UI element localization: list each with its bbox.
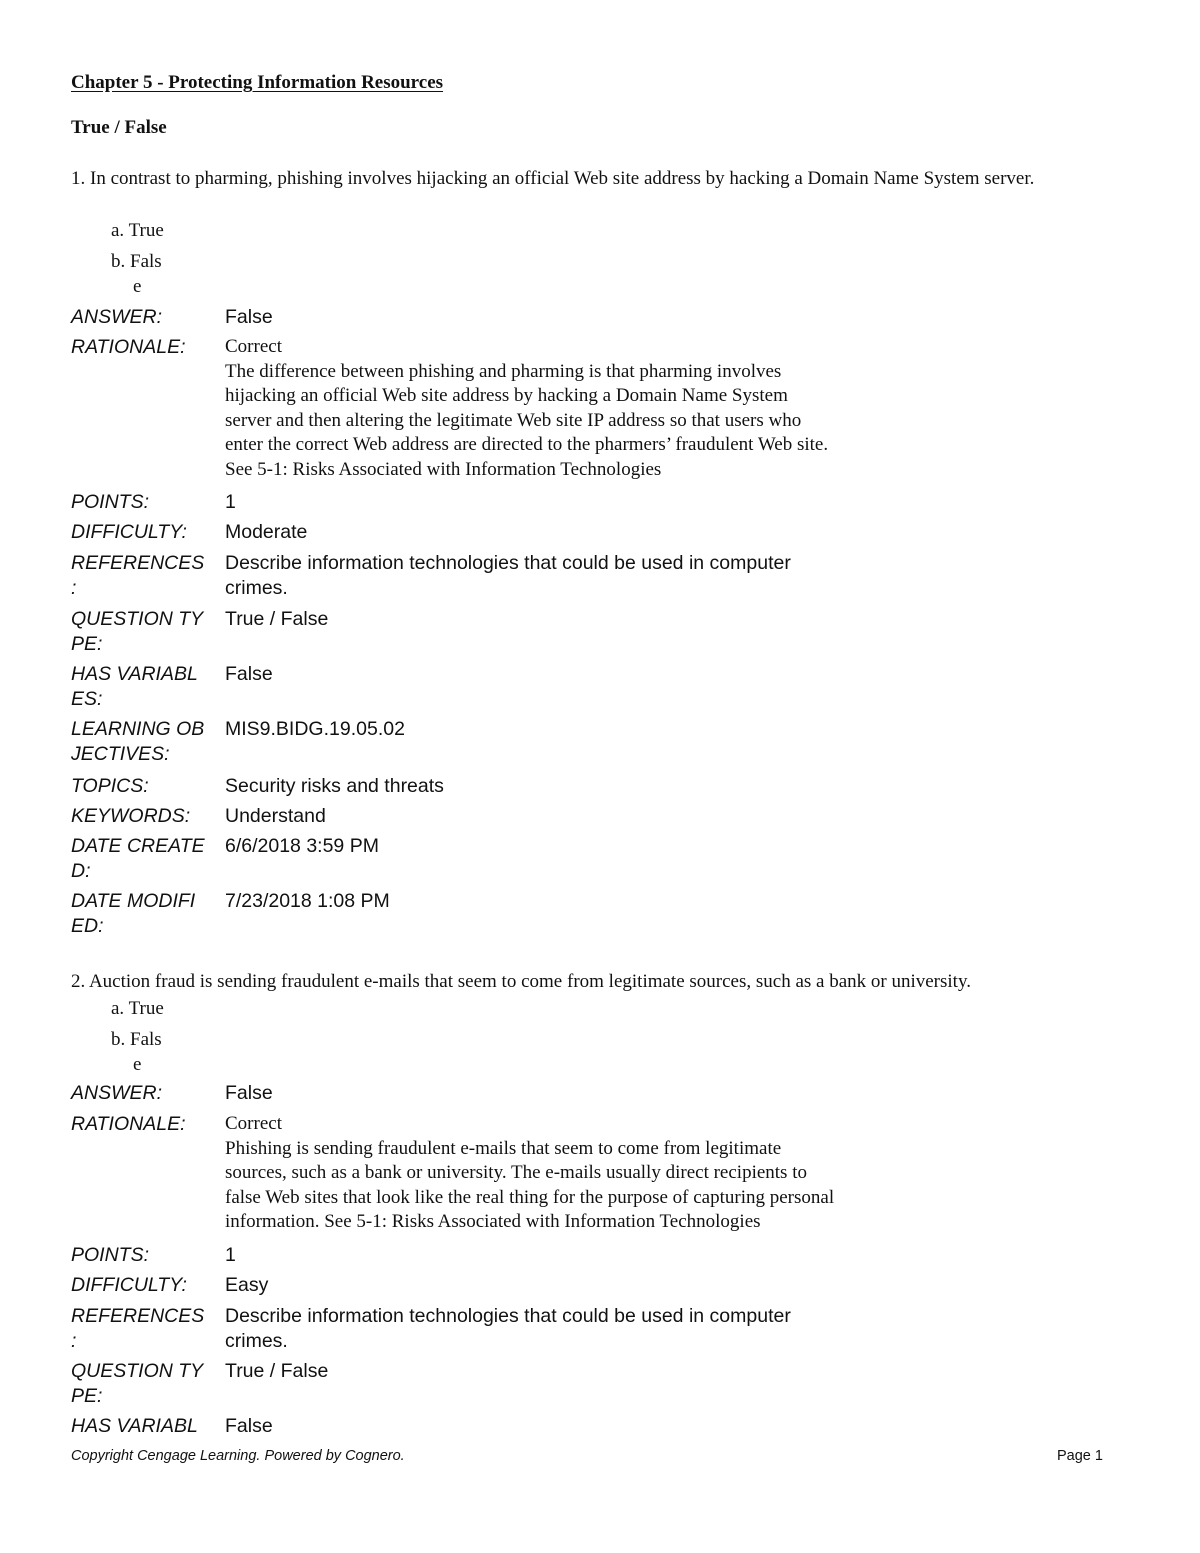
- learning-objectives-value: MIS9.BIDG.19.05.02: [225, 718, 405, 740]
- date-modified-label-wrap: ED:: [71, 915, 104, 937]
- question-text: 1. In contrast to pharming, phishing involves hijacking an official Web site address by hacking a Domain Name System server.: [71, 168, 1035, 189]
- rationale-line: enter the correct Web address are directed to the pharmers’ fraudulent Web site.: [225, 434, 829, 456]
- question-text: 2. Auction fraud is sending fraudulent e-mails that seem to come from legitimate sources, such as a bank or university.: [71, 971, 971, 992]
- rationale-line: server and then altering the legitimate Web site IP address so that users who: [225, 409, 802, 431]
- option-b: b. Fals: [111, 251, 162, 272]
- references-value-wrap: crimes.: [225, 1330, 288, 1352]
- points-value: 1: [225, 491, 236, 513]
- rationale-line: Correct: [225, 336, 282, 357]
- has-variables-label: HAS VARIABL: [71, 663, 198, 685]
- date-created-label-wrap: D:: [71, 860, 91, 882]
- question-type-value: True / False: [225, 608, 329, 630]
- references-value: Describe information technologies that could be used in computer: [225, 552, 791, 574]
- option-b: b. Fals: [111, 1029, 162, 1050]
- references-label-wrap: :: [71, 577, 77, 599]
- points-label: POINTS:: [71, 491, 150, 513]
- references-label-wrap: :: [71, 1330, 77, 1352]
- rationale-line: The difference between phishing and pharming is that pharming involves: [225, 360, 782, 382]
- rationale-label: RATIONALE:: [71, 1113, 186, 1135]
- difficulty-value: Moderate: [225, 521, 308, 543]
- answer-value: False: [225, 1082, 273, 1104]
- rationale-line: false Web sites that look like the real thing for the purpose of capturing personal: [225, 1186, 835, 1208]
- date-created-label: DATE CREATE: [71, 835, 205, 857]
- question-type-label: QUESTION TY: [71, 1360, 204, 1382]
- answer-label: ANSWER:: [71, 1082, 163, 1104]
- has-variables-value: False: [225, 663, 273, 685]
- points-value: 1: [225, 1244, 236, 1266]
- question-type-label: QUESTION TY: [71, 608, 204, 630]
- footer-page-number: Page 1: [1057, 1448, 1103, 1464]
- difficulty-label: DIFFICULTY:: [71, 1274, 187, 1296]
- topics-label: TOPICS:: [71, 775, 149, 797]
- rationale-text: [225, 335, 945, 483]
- rationale-label: RATIONALE:: [71, 336, 186, 358]
- date-modified-label: DATE MODIFI: [71, 890, 196, 912]
- rationale-line: Correct: [225, 1113, 282, 1134]
- question-type-value: True / False: [225, 1360, 329, 1382]
- answer-value: False: [225, 306, 273, 328]
- date-modified-value: 7/23/2018 1:08 PM: [225, 890, 390, 912]
- question-type-label-wrap: PE:: [71, 1385, 103, 1407]
- date-created-value: 6/6/2018 3:59 PM: [225, 835, 379, 857]
- learning-objectives-label: LEARNING OB: [71, 718, 205, 740]
- section-title: True / False: [71, 117, 167, 138]
- rationale-text: [225, 1112, 945, 1235]
- keywords-value: Understand: [225, 805, 326, 827]
- keywords-label: KEYWORDS:: [71, 805, 191, 827]
- answer-label: ANSWER:: [71, 306, 163, 328]
- has-variables-value: False: [225, 1415, 273, 1437]
- difficulty-label: DIFFICULTY:: [71, 521, 187, 543]
- footer-copyright: Copyright Cengage Learning. Powered by Cognero.: [71, 1448, 405, 1464]
- option-a: a. True: [111, 220, 164, 241]
- references-label: REFERENCES: [71, 552, 205, 574]
- references-value: Describe information technologies that could be used in computer: [225, 1305, 791, 1327]
- references-value-wrap: crimes.: [225, 577, 288, 599]
- has-variables-label: HAS VARIABL: [71, 1415, 198, 1437]
- rationale-line: sources, such as a bank or university. The e-mails usually direct recipients to: [225, 1162, 807, 1184]
- rationale-line: hijacking an official Web site address by hacking a Domain Name System: [225, 385, 788, 407]
- learning-objectives-label-wrap: JECTIVES:: [71, 743, 170, 765]
- option-b-wrap: e: [133, 276, 142, 297]
- rationale-line: information. See 5-1: Risks Associated with Information Technologies: [225, 1211, 761, 1233]
- rationale-line: See 5-1: Risks Associated with Information Technologies: [225, 458, 662, 480]
- option-b-wrap: e: [133, 1054, 142, 1075]
- difficulty-value: Easy: [225, 1274, 269, 1296]
- rationale-line: Phishing is sending fraudulent e-mails that seem to come from legitimate: [225, 1137, 782, 1159]
- option-a: a. True: [111, 998, 164, 1019]
- points-label: POINTS:: [71, 1244, 150, 1266]
- has-variables-label-wrap: ES:: [71, 688, 103, 710]
- references-label: REFERENCES: [71, 1305, 205, 1327]
- question-type-label-wrap: PE:: [71, 633, 103, 655]
- topics-value: Security risks and threats: [225, 775, 444, 797]
- chapter-title: Chapter 5 - Protecting Information Resources: [71, 72, 444, 93]
